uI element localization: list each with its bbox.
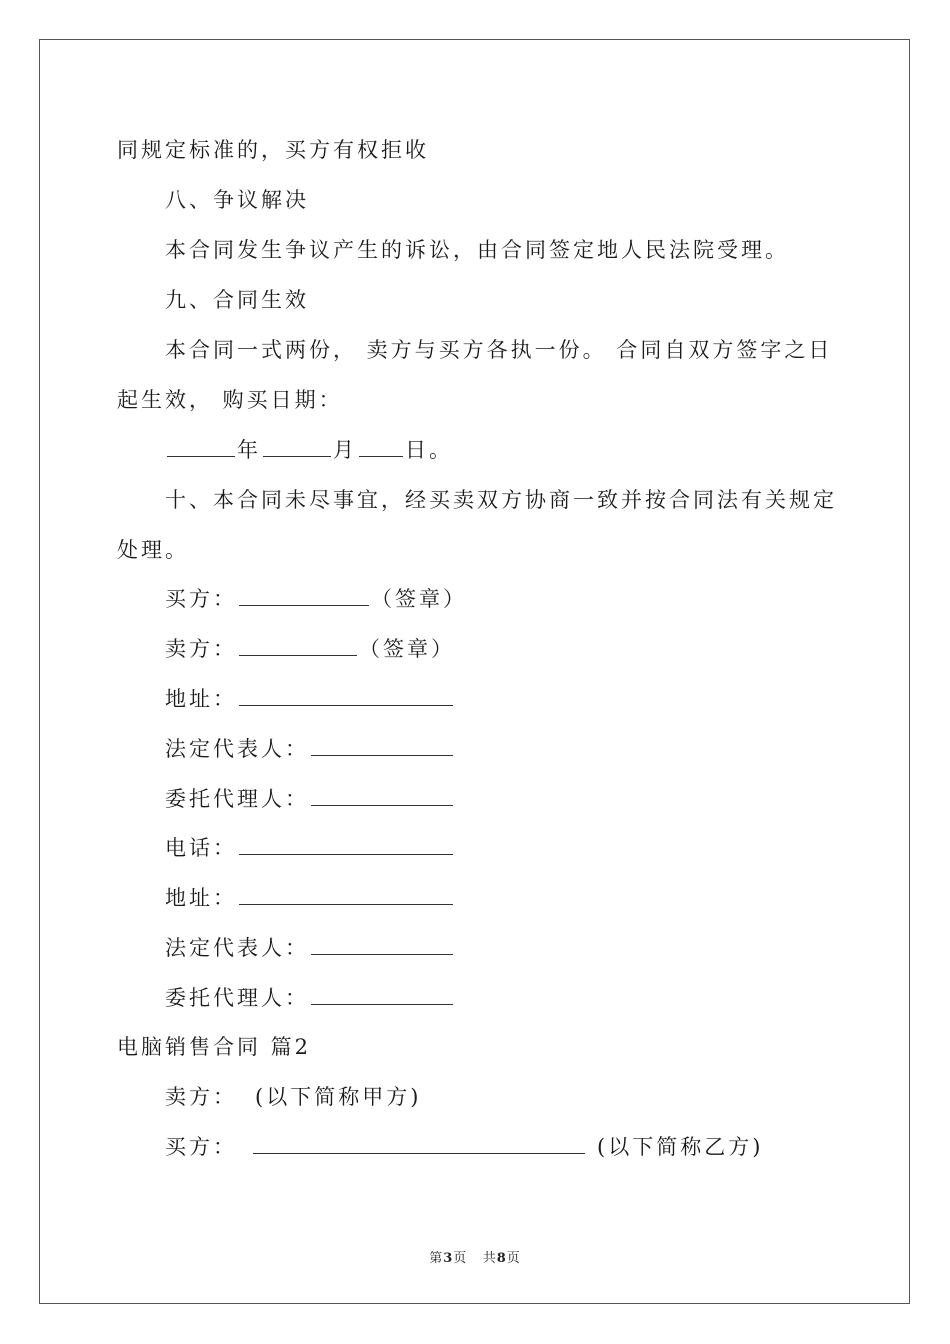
footer-page-suffix: 页 bbox=[453, 1251, 468, 1266]
section-title: 电脑销售合同 篇2 bbox=[117, 1035, 312, 1059]
legal-rep-label: 法定代表人： bbox=[165, 737, 309, 761]
buyer-signature-line bbox=[165, 585, 467, 613]
legal-rep-line bbox=[165, 735, 455, 763]
address-label: 地址： bbox=[165, 687, 237, 711]
month-blank bbox=[263, 436, 331, 457]
phone-label: 电话： bbox=[165, 836, 237, 860]
buyer-blank bbox=[253, 1133, 585, 1154]
footer-total-suffix: 页 bbox=[506, 1251, 521, 1266]
month-label: 月 bbox=[333, 438, 357, 462]
agent-line bbox=[165, 984, 455, 1012]
text-line: 同规定标准的，买方有权拒收 bbox=[117, 138, 429, 162]
address-line bbox=[165, 685, 455, 713]
text-line: 处理。 bbox=[117, 538, 189, 562]
buyer-blank bbox=[239, 585, 369, 606]
buyer-party-line bbox=[165, 1133, 763, 1161]
seller-signature-line bbox=[165, 635, 455, 663]
agent-line bbox=[165, 785, 455, 813]
buyer-note: (以下简称乙方) bbox=[597, 1135, 764, 1159]
text-line: 本合同发生争议产生的诉讼，由合同签定地人民法院受理。 bbox=[165, 238, 789, 262]
legal-rep-line bbox=[165, 934, 455, 962]
footer-page-prefix: 第 bbox=[429, 1251, 444, 1266]
year-blank bbox=[167, 436, 235, 457]
seller-label: 卖方： bbox=[165, 637, 237, 661]
buyer-label: 买方： bbox=[165, 1135, 237, 1159]
text-line: 十、本合同未尽事宜，经买卖双方协商一致并按合同法有关规定 bbox=[165, 488, 837, 512]
seller-blank bbox=[239, 635, 357, 656]
day-blank bbox=[359, 436, 403, 457]
section-heading: 八、争议解决 bbox=[165, 188, 309, 212]
phone-blank bbox=[239, 834, 453, 855]
day-label: 日。 bbox=[405, 438, 453, 462]
phone-line bbox=[165, 834, 455, 862]
date-line bbox=[165, 436, 453, 464]
agent-blank bbox=[311, 984, 453, 1005]
agent-blank bbox=[311, 785, 453, 806]
address-blank bbox=[239, 685, 453, 706]
page-border bbox=[39, 39, 910, 1304]
footer-page-number: 3 bbox=[443, 1251, 454, 1266]
buyer-sign-note: （签章） bbox=[371, 587, 467, 611]
section-heading: 九、合同生效 bbox=[165, 288, 309, 312]
seller-label: 卖方： bbox=[165, 1085, 237, 1109]
address-label: 地址： bbox=[165, 886, 237, 910]
address-line bbox=[165, 884, 455, 912]
seller-note: (以下简称甲方) bbox=[255, 1085, 422, 1109]
footer-total-prefix: 共 bbox=[482, 1251, 497, 1266]
buyer-label: 买方： bbox=[165, 587, 237, 611]
seller-sign-note: （签章） bbox=[359, 637, 455, 661]
page-footer bbox=[0, 1247, 950, 1266]
agent-label: 委托代理人： bbox=[165, 787, 309, 811]
text-line: 本合同一式两份， 卖方与买方各执一份。 合同自双方签字之日 bbox=[165, 338, 833, 362]
agent-label: 委托代理人： bbox=[165, 986, 309, 1010]
seller-party-line bbox=[165, 1083, 421, 1111]
address-blank bbox=[239, 884, 453, 905]
year-label: 年 bbox=[237, 438, 261, 462]
footer-total-number: 8 bbox=[496, 1251, 507, 1266]
legal-rep-label: 法定代表人： bbox=[165, 936, 309, 960]
legal-rep-blank bbox=[311, 735, 453, 756]
legal-rep-blank bbox=[311, 934, 453, 955]
text-line: 起生效， 购买日期： bbox=[117, 388, 343, 412]
